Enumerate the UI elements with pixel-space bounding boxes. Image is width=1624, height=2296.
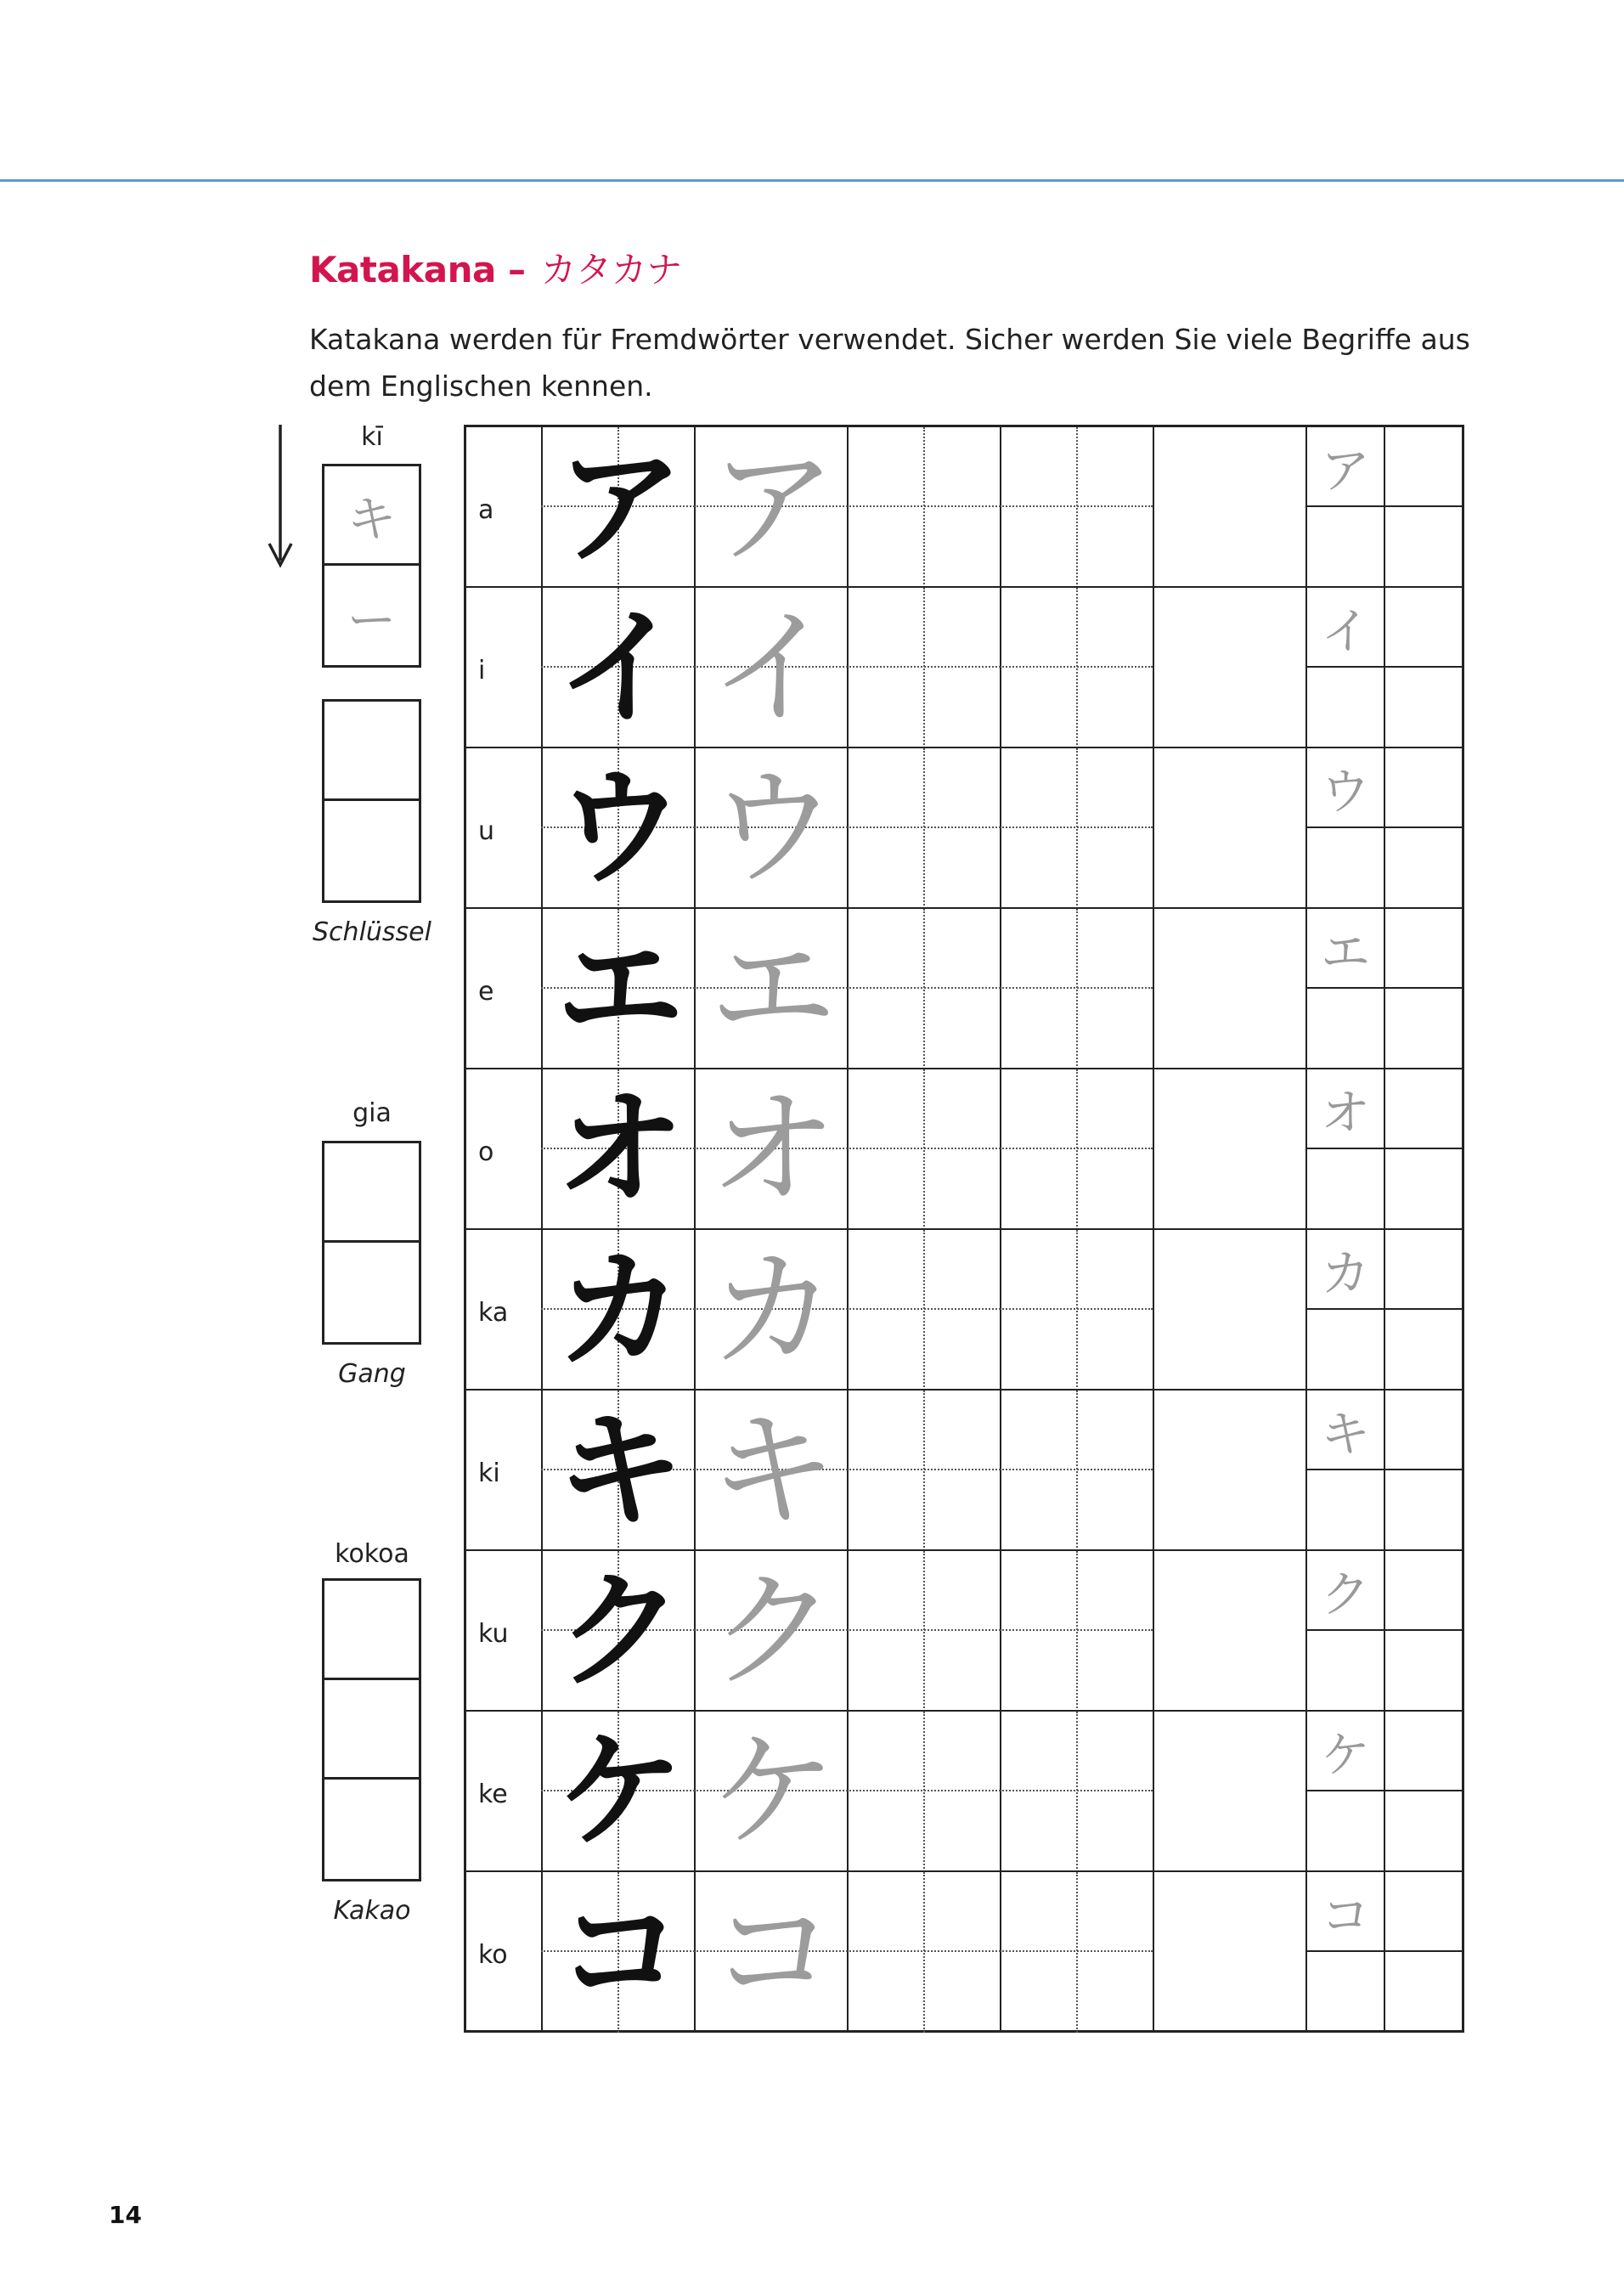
writing-box[interactable] xyxy=(324,1780,419,1879)
romaji-label: ka xyxy=(478,1298,509,1328)
writing-box[interactable] xyxy=(324,1680,419,1780)
grid-line xyxy=(541,1712,543,1872)
grid-line xyxy=(1384,588,1385,748)
grid-line xyxy=(1384,909,1385,1069)
stroke-order-character: ア xyxy=(555,433,684,582)
grid-line xyxy=(1384,1872,1385,2033)
kana-row-u xyxy=(466,748,1462,909)
grid-line xyxy=(1153,1712,1154,1872)
kana-row-e xyxy=(466,909,1462,1069)
grid-line xyxy=(1153,1069,1154,1230)
writing-box[interactable] xyxy=(324,1581,419,1680)
grid-line xyxy=(1305,1872,1307,2033)
trace-character: キ xyxy=(708,1396,837,1545)
grid-line xyxy=(1305,588,1307,748)
stroke-order-character: ウ xyxy=(555,754,684,903)
grid-line xyxy=(1153,427,1154,588)
guide-line xyxy=(1076,1872,1078,2033)
grid-line xyxy=(1153,1391,1154,1551)
grid-line xyxy=(1305,987,1462,989)
grid-line xyxy=(1305,1790,1462,1791)
grid-line xyxy=(1153,909,1154,1069)
kana-row-o xyxy=(466,1069,1462,1230)
writing-box[interactable] xyxy=(324,702,419,801)
writing-box[interactable] xyxy=(324,1243,419,1342)
kana-row-i xyxy=(466,588,1462,748)
guide-line xyxy=(923,909,925,1069)
guide-line xyxy=(923,588,925,748)
small-trace-character: エ xyxy=(1320,923,1370,981)
stroke-order-character: エ xyxy=(555,915,684,1063)
guide-line xyxy=(1076,588,1078,748)
grid-line xyxy=(1000,748,1001,909)
romaji-label: ke xyxy=(478,1780,508,1809)
grid-line xyxy=(1000,1230,1001,1391)
intro-text: Katakana werden für Fremdwörter verwendet. Sicher werden Sie viele Begriffe aus dem Englischen kennen. xyxy=(309,323,1470,403)
grid-line xyxy=(1305,505,1462,507)
guide-line xyxy=(1076,427,1078,588)
grid-line xyxy=(1000,1551,1001,1712)
grid-line xyxy=(1305,1308,1462,1310)
small-trace-character: イ xyxy=(1320,602,1370,660)
stroke-order-character: コ xyxy=(555,1878,684,2027)
grid-line xyxy=(1153,748,1154,909)
example-practice-boxes[interactable] xyxy=(322,699,421,903)
writing-box[interactable]: ー xyxy=(347,590,397,649)
guide-line xyxy=(1076,909,1078,1069)
stroke-order-character: カ xyxy=(555,1236,684,1385)
stroke-order-character: キ xyxy=(555,1396,684,1545)
kana-row-ke xyxy=(466,1712,1462,1872)
example-meaning: Gang xyxy=(338,1359,406,1389)
example-writing-boxes[interactable] xyxy=(322,1141,421,1345)
grid-line xyxy=(1305,1712,1307,1872)
trace-character: ウ xyxy=(708,754,837,903)
grid-line xyxy=(541,909,543,1069)
guide-line xyxy=(923,1230,925,1391)
small-trace-character: ケ xyxy=(1320,1726,1370,1784)
kana-row-ku xyxy=(466,1551,1462,1712)
grid-line xyxy=(541,427,543,588)
writing-box[interactable]: キ xyxy=(324,466,419,566)
guide-line xyxy=(923,1872,925,2033)
romaji-label: ku xyxy=(478,1619,509,1649)
small-trace-character: ク xyxy=(1320,1565,1370,1623)
kana-row-ka xyxy=(466,1230,1462,1391)
guide-line xyxy=(1076,1391,1078,1551)
romaji-label: ko xyxy=(478,1940,508,1970)
grid-line xyxy=(1305,1629,1462,1631)
guide-line xyxy=(923,1551,925,1712)
grid-line xyxy=(1305,1391,1307,1551)
grid-line xyxy=(541,1230,543,1391)
grid-line xyxy=(1305,1950,1462,1952)
romaji-label: ki xyxy=(478,1458,500,1488)
grid-line xyxy=(1305,909,1307,1069)
trace-character: カ xyxy=(708,1236,837,1385)
writing-box[interactable] xyxy=(324,1143,419,1243)
guide-line xyxy=(923,1712,925,1872)
small-trace-character: ウ xyxy=(1320,763,1370,821)
grid-line xyxy=(1000,588,1001,748)
trace-character: ケ xyxy=(708,1718,837,1866)
guide-line xyxy=(1076,1712,1078,1872)
trace-character: エ xyxy=(708,915,837,1063)
guide-line xyxy=(1076,1069,1078,1230)
example-reading: gia xyxy=(352,1098,392,1128)
example-meaning: Schlüssel xyxy=(313,917,431,947)
guide-line xyxy=(923,1069,925,1230)
grid-line xyxy=(1384,1391,1385,1551)
stroke-order-character: ケ xyxy=(555,1718,684,1866)
small-trace-character: キ xyxy=(1320,1405,1370,1463)
small-trace-character: コ xyxy=(1320,1887,1370,1944)
romaji-label: o xyxy=(478,1137,494,1167)
kana-row-ki xyxy=(466,1391,1462,1551)
grid-line xyxy=(1305,1469,1462,1470)
grid-line xyxy=(1305,1230,1307,1391)
grid-line xyxy=(541,1551,543,1712)
title-latin: Katakana – xyxy=(309,249,526,291)
grid-line xyxy=(1305,1069,1307,1230)
title-kana: カタカナ xyxy=(540,249,682,291)
grid-line xyxy=(1384,748,1385,909)
grid-line xyxy=(1305,1148,1462,1149)
grid-line xyxy=(1153,1872,1154,2033)
grid-line xyxy=(1153,1551,1154,1712)
example-meaning: Kakao xyxy=(333,1896,411,1926)
grid-line xyxy=(1000,1712,1001,1872)
trace-character: ク xyxy=(708,1557,837,1706)
example-reading: kokoa xyxy=(335,1539,409,1569)
grid-line xyxy=(1000,427,1001,588)
reading-direction-arrow-icon xyxy=(267,425,294,569)
kana-row-a xyxy=(466,427,1462,588)
example-writing-boxes[interactable] xyxy=(322,1578,421,1881)
guide-line xyxy=(1076,1551,1078,1712)
small-trace-character: カ xyxy=(1320,1244,1370,1302)
grid-line xyxy=(1384,1069,1385,1230)
grid-line xyxy=(1384,1230,1385,1391)
example-writing-boxes[interactable] xyxy=(322,464,421,668)
page-number: 14 xyxy=(109,2201,142,2229)
guide-line xyxy=(923,427,925,588)
grid-line xyxy=(1305,1551,1307,1712)
small-trace-character: オ xyxy=(1320,1084,1370,1142)
stroke-order-character: オ xyxy=(555,1075,684,1224)
grid-line xyxy=(1000,1872,1001,2033)
grid-line xyxy=(541,748,543,909)
stroke-order-character: ク xyxy=(555,1557,684,1706)
guide-line xyxy=(923,1391,925,1551)
grid-line xyxy=(1384,1712,1385,1872)
guide-line xyxy=(923,748,925,909)
grid-line xyxy=(541,1872,543,2033)
trace-character: コ xyxy=(708,1878,837,2027)
page-title xyxy=(309,242,682,293)
trace-character: ア xyxy=(708,433,837,582)
trace-character: イ xyxy=(708,594,837,742)
romaji-label: a xyxy=(478,495,494,525)
grid-line xyxy=(541,1069,543,1230)
romaji-label: u xyxy=(478,816,495,846)
trace-character: オ xyxy=(708,1075,837,1224)
grid-line xyxy=(1384,1551,1385,1712)
grid-line xyxy=(541,1391,543,1551)
grid-line xyxy=(1305,748,1307,909)
grid-line xyxy=(1305,666,1462,668)
grid-line xyxy=(1305,427,1307,588)
grid-line xyxy=(541,588,543,748)
grid-line xyxy=(1384,427,1385,588)
grid-line xyxy=(1000,1069,1001,1230)
stroke-order-character: イ xyxy=(555,594,684,742)
kana-row-ko xyxy=(466,1872,1462,2033)
small-trace-character: ア xyxy=(1320,442,1370,499)
grid-line xyxy=(1000,1391,1001,1551)
practice-grid[interactable] xyxy=(464,425,1464,2033)
header-rule xyxy=(0,179,1624,182)
grid-line xyxy=(1153,1230,1154,1391)
romaji-label: e xyxy=(478,977,494,1007)
writing-box[interactable] xyxy=(324,801,419,900)
grid-line xyxy=(1000,909,1001,1069)
guide-line xyxy=(1076,748,1078,909)
romaji-label: i xyxy=(478,656,486,685)
guide-line xyxy=(1076,1230,1078,1391)
grid-line xyxy=(1305,826,1462,828)
grid-line xyxy=(1153,588,1154,748)
example-reading: kī xyxy=(361,422,383,452)
